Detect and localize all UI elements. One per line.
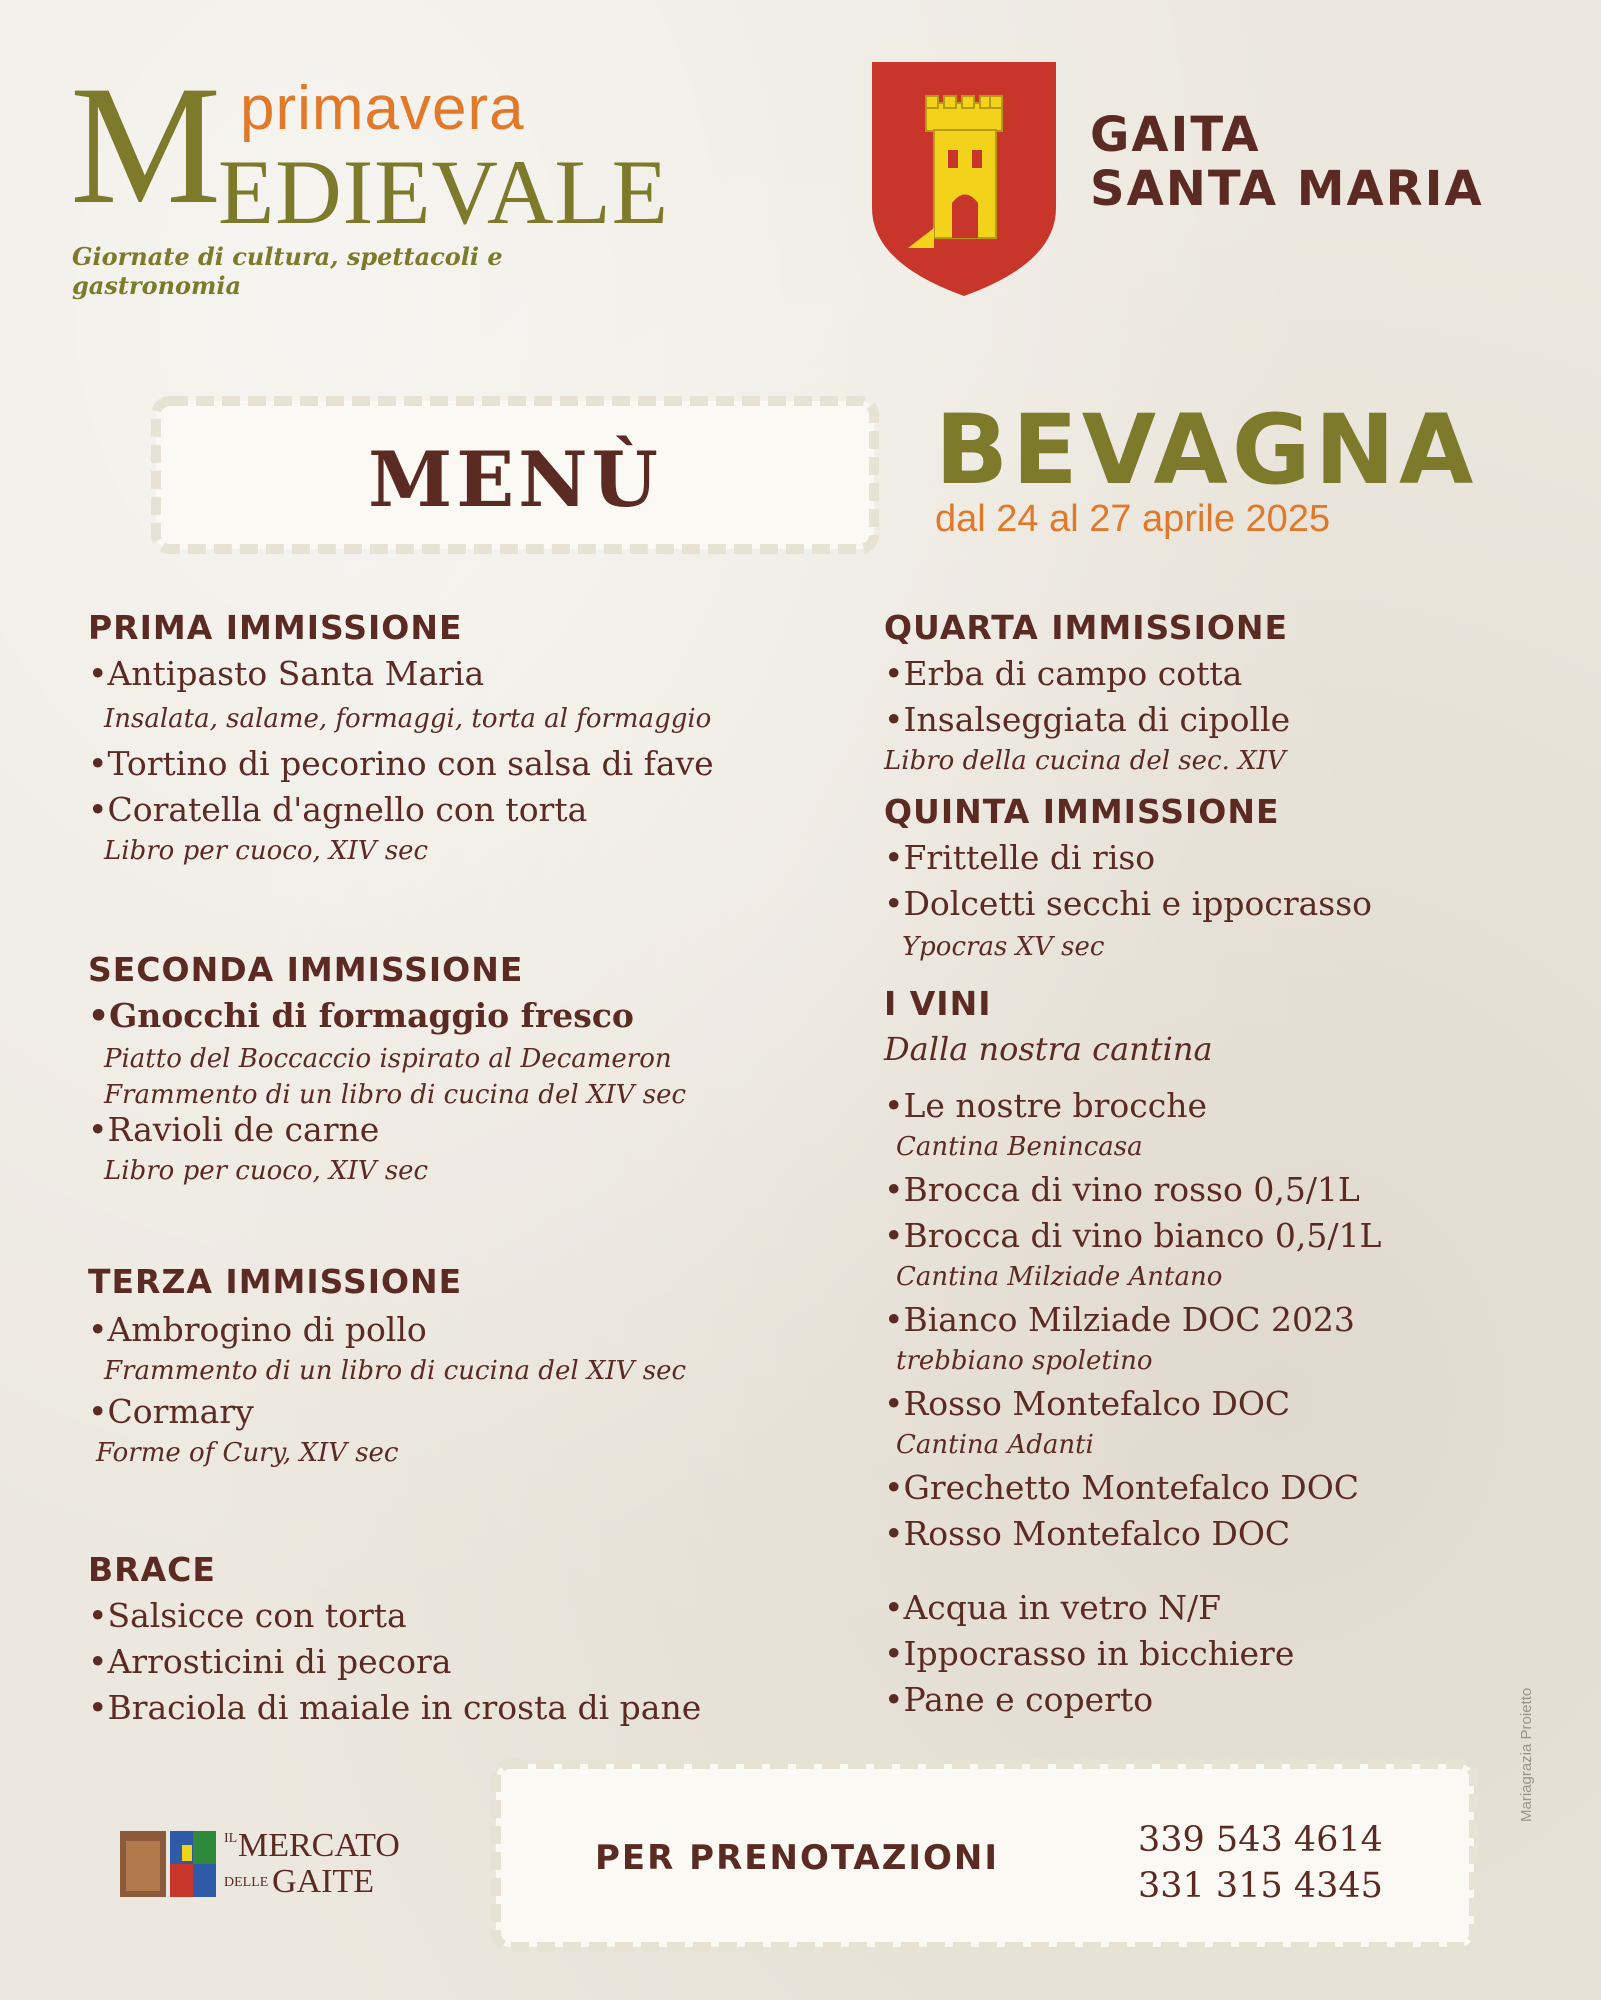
menu-item: •Ippocrasso in bicchiere: [884, 1634, 1295, 1673]
menu-note: Cantina Adanti: [896, 1430, 1094, 1460]
section-title-quinta: QUINTA IMMISSIONE: [884, 792, 1280, 831]
menu-banner: [150, 395, 880, 555]
menu-note: Ypocras XV sec: [902, 932, 1105, 962]
mercato-crests-icon: [120, 1831, 216, 1897]
menu-note: Libro della cucina del sec. XIV: [884, 746, 1286, 776]
menu-item: •Bianco Milziade DOC 2023: [884, 1300, 1355, 1339]
primavera-medievale-logo: [70, 51, 669, 300]
menu-item: •Dolcetti secchi e ippocrasso: [884, 884, 1373, 923]
logo-primavera: primavera: [240, 74, 525, 143]
menu-item: •Acqua in vetro N/F: [884, 1588, 1222, 1627]
phone-number[interactable]: 331 315 4345: [1138, 1866, 1383, 1906]
menu-item: •Rosso Montefalco DOC: [884, 1514, 1291, 1553]
section-title-terza: TERZA IMMISSIONE: [88, 1262, 463, 1301]
mercato-line2: GAITE: [272, 1863, 374, 1900]
menu-item: •Tortino di pecorino con salsa di fave: [88, 744, 714, 783]
menu-item: •Frittelle di riso: [884, 838, 1156, 877]
section-title-seconda: SECONDA IMMISSIONE: [88, 950, 524, 989]
menu-item: •Ravioli de carne: [88, 1110, 380, 1149]
menu-item: •Erba di campo cotta: [884, 654, 1243, 693]
menu-item: •Pane e coperto: [884, 1680, 1154, 1719]
menu-note: Cantina Milziade Antano: [896, 1262, 1223, 1292]
menu-note: Insalata, salame, formaggi, torta al formaggio: [104, 704, 712, 734]
menu-item: •Antipasto Santa Maria: [88, 654, 485, 693]
menu-note: Frammento di un libro di cucina del XIV sec: [104, 1356, 687, 1386]
menu-note: trebbiano spoletino: [896, 1346, 1153, 1376]
mercato-delle: DELLE: [224, 1875, 269, 1890]
menu-note: Frammento di un libro di cucina del XIV sec: [104, 1080, 687, 1110]
menu-item: •Ambrogino di pollo: [88, 1310, 427, 1349]
phone-number[interactable]: 339 543 4614: [1138, 1820, 1383, 1860]
menu-note: Forme of Cury, XIV sec: [96, 1438, 399, 1468]
mercato-delle-gaite-logo: [120, 1825, 420, 1905]
section-title-brace: BRACE: [88, 1550, 216, 1589]
menu-item: •Grechetto Montefalco DOC: [884, 1468, 1360, 1507]
logo-medievale: EDIEVALE: [218, 141, 669, 243]
gaita-santa-maria-label: [1090, 108, 1484, 216]
menu-item: •Cormary: [88, 1392, 254, 1431]
menu-note: Piatto del Boccaccio ispirato al Decameron: [104, 1044, 672, 1074]
vini-subtitle: Dalla nostra cantina: [884, 1030, 1213, 1068]
menu-note: Libro per cuoco, XIV sec: [104, 836, 429, 866]
menu-item: •Coratella d'agnello con torta: [88, 790, 588, 829]
section-title-prima: PRIMA IMMISSIONE: [88, 608, 463, 647]
town-title: BEVAGNA: [935, 394, 1478, 506]
shield-icon: [868, 58, 1060, 300]
section-title-quarta: QUARTA IMMISSIONE: [884, 608, 1289, 647]
menu-item: •Salsicce con torta: [88, 1596, 407, 1635]
mercato-il: IL: [224, 1831, 238, 1846]
designer-credit: Mariagrazia Proietto: [1518, 1687, 1535, 1822]
logo-tagline: Giornate di cultura, spettacoli e gastronomia: [72, 242, 503, 300]
menu-item: •Brocca di vino rosso 0,5/1L: [884, 1170, 1360, 1209]
menu-item: •Gnocchi di formaggio fresco: [88, 996, 634, 1035]
logo-big-m: M: [70, 51, 222, 239]
mercato-line1: MERCATO: [238, 1827, 400, 1864]
menu-title: MENÙ: [368, 435, 662, 524]
menu-item: •Le nostre brocche: [884, 1086, 1208, 1125]
menu-item: •Arrosticini di pecora: [88, 1642, 452, 1681]
menu-item: •Insalseggiata di cipolle: [884, 700, 1291, 739]
menu-note: Cantina Benincasa: [896, 1132, 1143, 1162]
menu-item: •Braciola di maiale in crosta di pane: [88, 1688, 702, 1727]
gaita-line2: SANTA MARIA: [1090, 161, 1484, 217]
menu-item: •Brocca di vino bianco 0,5/1L: [884, 1216, 1382, 1255]
booking-label: PER PRENOTAZIONI: [595, 1838, 1000, 1878]
section-title-vini: I VINI: [884, 984, 992, 1023]
menu-item: •Rosso Montefalco DOC: [884, 1384, 1291, 1423]
event-dates: dal 24 al 27 aprile 2025: [935, 498, 1331, 540]
gaita-line1: GAITA: [1090, 107, 1261, 163]
menu-note: Libro per cuoco, XIV sec: [104, 1156, 429, 1186]
